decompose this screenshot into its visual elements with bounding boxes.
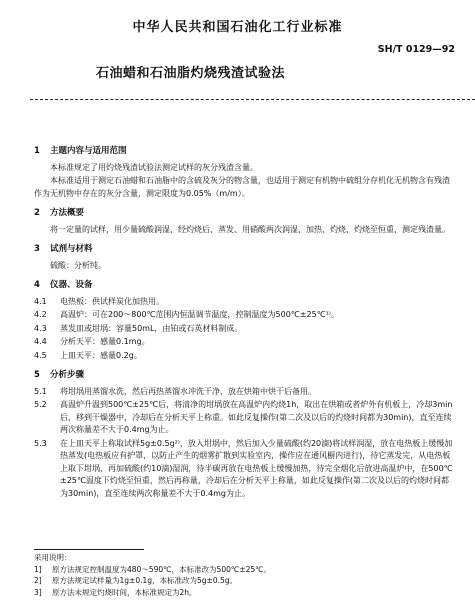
section-heading [34,279,454,292]
clause-text: 上皿天平：感量0.2g。 [60,350,142,360]
footnote [34,575,454,587]
section-heading-text: 主题内容与适用范围 [50,146,127,156]
paragraph: 本标准适用于测定石油蜡和石油脂中的含硫及灰分的物含量，也适用于测定有机物中硫组分存机化无机物含有残渣作为无机物中存在的灰分含量，测定限度为0.05%（m/m）。 [34,176,450,198]
section [34,279,454,362]
clause-text: 分析天平：感量0.1mg。 [60,337,150,346]
clause-number: 4.5 [34,350,47,360]
clause-text: 将坩埚用蒸馏水洗，然后再热蒸馏水冲洗干净，放在烘箱中烘干后备用。 [60,386,316,396]
footnote [34,564,454,576]
section [34,207,454,236]
document-body [34,138,454,501]
clause-number: 4.2 [34,310,47,319]
section-number: 2 [34,208,40,218]
clause-number: 4.3 [34,323,47,333]
section [34,369,454,500]
footnote-number: 2] [34,576,42,585]
org-title: 中华人民共和国石油化工行业标准 [132,20,343,35]
section-number: 1 [34,146,40,156]
section [34,145,454,200]
section-heading [34,207,454,220]
clause-item [34,323,454,336]
clause-number: 4.1 [34,296,47,306]
header-divider [30,99,475,100]
clause-number: 5.2 [34,400,47,409]
clause-item [34,309,454,322]
clause-text: 电热板：供试样炭化加热用。 [60,296,164,306]
footnote-text: 原方法规定控制温度为480～590℃，本标准改为500℃±25℃。 [52,564,272,574]
section-number: 4 [34,280,40,290]
footnote-label: 采用说明： [34,553,72,562]
clause-number: 4.4 [34,337,47,346]
section-number: 5 [34,370,40,380]
clause-text: 蒸发皿或坩埚：容量50mL，由铂或石英材料制成。 [60,323,243,333]
paragraph: 本标准规定了用灼烧残渣试验法测定试样的灰分残渣含量。 [50,162,258,172]
paragraph: 硫酸：分析纯。 [50,260,106,270]
section-heading-text: 分析步骤 [50,370,85,380]
clause-text: 高温炉升温到500℃±25℃后，将清净的坩埚放在高温炉内灼烧1h，取出在烘箱或者炉外有机板上，冷却3min后，移到干燥器中，冷却后在分析天平上称重。如此反复操作(第二次及以后的灼烧时间都为30min)，直至连续两次称量差不大于0.4mg为止。 [60,400,453,434]
section-heading-text: 试剂与材料 [50,244,93,254]
clause-item [34,350,454,363]
footnote-rule [34,549,144,550]
footnotes [34,552,454,598]
clause-text: 高温炉：可在200～800℃范围内恒温调节温度，控制温度为500℃±25℃¹⁾。 [60,310,339,319]
section [34,243,454,272]
section-heading [34,145,454,158]
footnote [34,587,454,599]
section-heading [34,243,454,256]
document-title: 石油蜡和石油脂灼烧残渣试验法 [96,66,286,81]
section-heading [34,369,454,382]
clause-item [34,296,454,309]
paragraph: 将一定量的试样，用少量硫酸润湿，经灼烧后，蒸发、用硝酸两次润湿，加热、灼烧，灼烧至恒重，测定残渣量。 [50,224,450,234]
clause-item [34,386,454,399]
clause-number: 5.3 [34,438,47,448]
section-heading-text: 方法概要 [50,208,85,218]
footnote-text: 原方法未规定灼烧时间，本标准规定为2h。 [52,587,197,597]
footnote-text: 原方法规定试样量为1g±0.1g，本标准改为5g±0.5g。 [52,576,238,585]
clause-text: 在上皿天平上称取试样5g±0.5g²⁾，放入坩埚中，然后加入少量硫酸(约20滴)将试样润湿，放在电热板上缓慢加热蒸发(电热板应有护罩，以防止产生的烟雾扩散到实验室内，操作应在通风橱内进行)，待它蒸发完，从电热板上取下坩埚，再加硫酸(约10滴)湿润，待半碳再放在电热板上缓慢加热，待完全烟化后放进高温炉中，在500℃±25℃温度下灼烧至恒重，然后再称量，冷却后在分析天平上称量，如此反复操作(第二次及以后的灼烧时间都为30min)，直至连续两次称量差不大于0.4mg为止。 [60,438,453,498]
standard-code: SH/T 0129—92 [377,44,455,55]
footnote-number: 1] [34,564,42,574]
section-number: 3 [34,244,40,254]
clause-item [34,438,454,501]
clause-number: 5.1 [34,386,47,396]
footnote-number: 3] [34,587,42,597]
clause-item [34,399,454,437]
section-heading-text: 仪器、设备 [50,280,93,290]
clause-item [34,336,454,349]
